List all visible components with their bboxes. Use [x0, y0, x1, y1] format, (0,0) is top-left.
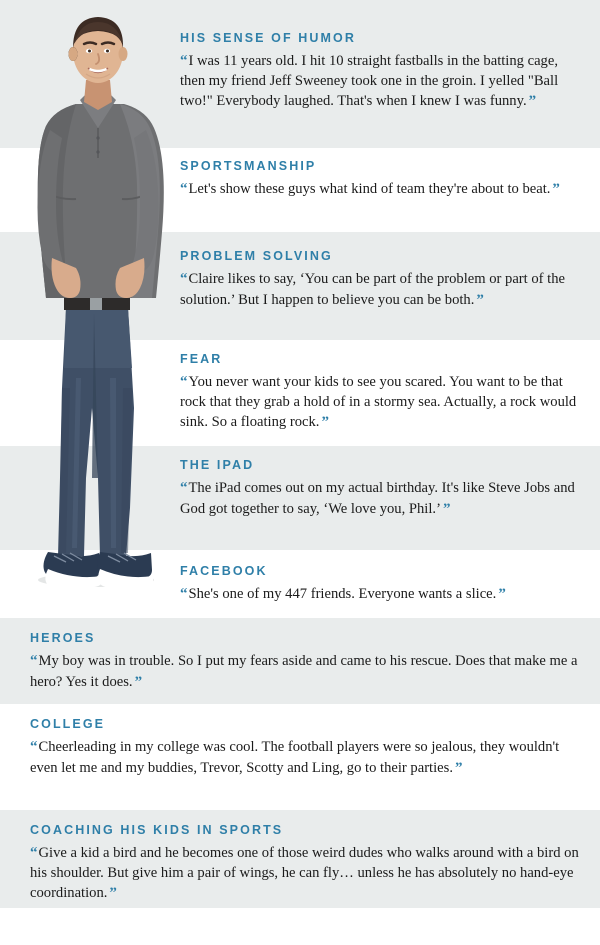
quote-section-heroes — [30, 632, 582, 692]
close-quote-icon: ” — [442, 500, 451, 517]
quote-text-block — [180, 179, 584, 200]
quote-text: I was 11 years old. I hit 10 straight fastballs in the batting cage, then my friend Jeff Sweeney took one in the groin. I yelled "Ball two!" Everybody laughed. That's when I knew I was funny. — [180, 52, 559, 110]
quote-text: You never want your kids to see you scared. You want to be that rock that they grab a hold of in a stormy sea. Actually, a rock would sink. So a floating rock. — [180, 373, 577, 431]
quote-text: My boy was in trouble. So I put my fears aside and came to his rescue. Does that make me a hero? Yes it does. — [30, 652, 578, 690]
quote-section-fear — [180, 353, 584, 433]
quote-text: She's one of my 447 friends. Everyone wants a slice. — [188, 585, 497, 602]
quote-title: HIS SENSE OF HUMOR — [180, 31, 357, 45]
open-quote-icon: “ — [180, 270, 188, 287]
close-quote-icon: ” — [134, 673, 143, 690]
quote-text-block — [30, 843, 582, 905]
quote-section-ipad — [180, 459, 584, 519]
quote-title: COLLEGE — [30, 717, 106, 731]
quote-text-block — [180, 269, 584, 311]
quote-title: PROBLEM SOLVING — [180, 249, 333, 263]
quote-section-coaching — [30, 824, 582, 904]
close-quote-icon: ” — [321, 414, 329, 431]
quote-title: THE IPAD — [180, 458, 255, 472]
close-quote-icon: ” — [498, 585, 506, 602]
quote-text: Cheerleading in my college was cool. The football players were so jealous, they wouldn't even let me and my buddies, Trevor, Scotty and Ling, go to their parties. — [30, 738, 560, 776]
close-quote-icon: ” — [528, 93, 537, 110]
quote-text-block — [30, 651, 582, 693]
open-quote-icon: “ — [180, 52, 188, 69]
quote-title: COACHING HIS KIDS IN SPORTS — [30, 823, 284, 837]
close-quote-icon: ” — [552, 180, 560, 197]
open-quote-icon: “ — [180, 479, 188, 496]
close-quote-icon: ” — [476, 291, 484, 308]
quote-section-facebook — [180, 565, 584, 605]
open-quote-icon: “ — [30, 844, 38, 861]
phil-dunphy-photo — [18, 8, 178, 588]
band-footer — [0, 908, 600, 945]
quote-text: Give a kid a bird and he becomes one of those weird dudes who walks around with a bird on his shoulder. But give him a pair of wings, he can fly… unless he has absolutely no hand-eye coordination. — [30, 844, 579, 902]
quote-section-sportsmanship — [180, 160, 584, 200]
quote-title: HEROES — [30, 631, 96, 645]
quote-text: Claire likes to say, ‘You can be part of the problem or part of the solution.’ But I happen to believe you can be both. — [180, 270, 566, 308]
close-quote-icon: ” — [109, 885, 117, 902]
open-quote-icon: “ — [30, 652, 38, 669]
quote-text: Let's show these guys what kind of team they're about to beat. — [188, 180, 551, 197]
quote-text-block — [180, 372, 584, 434]
close-quote-icon: ” — [454, 759, 463, 776]
open-quote-icon: “ — [30, 738, 38, 755]
quote-title: FACEBOOK — [180, 564, 268, 578]
quote-section-problem-solving — [180, 250, 584, 310]
quote-text-block — [180, 51, 584, 113]
quote-section-college — [30, 718, 582, 778]
open-quote-icon: “ — [180, 585, 188, 602]
quote-text-block — [180, 584, 584, 605]
open-quote-icon: “ — [180, 180, 188, 197]
quote-section-humor — [180, 32, 584, 112]
quote-title: FEAR — [180, 352, 223, 366]
open-quote-icon: “ — [180, 373, 188, 390]
quote-text-block — [30, 737, 582, 779]
quote-text: The iPad comes out on my actual birthday. It's like Steve Jobs and God got together to say, ‘We love you, Phil.’ — [180, 479, 575, 517]
quote-title: SPORTSMANSHIP — [180, 159, 317, 173]
quote-text-block — [180, 478, 584, 520]
